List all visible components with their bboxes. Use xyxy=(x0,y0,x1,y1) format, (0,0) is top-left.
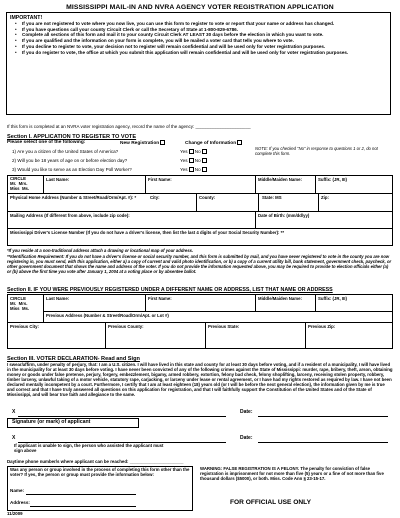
helper-date-line[interactable] xyxy=(258,442,388,443)
section3-heading: Section III. VOTER DECLARATION- Read and Sign xyxy=(7,356,140,362)
important-item: • If you are qualified and the information on your form is complete, you will be mailed a voter card that tells you where to vote. xyxy=(22,38,387,44)
section2-heading: Section II. IF YOU WERE PREVIOUSLY REGISTERED UNDER A DIFFERENT NAME OR ADDRESS, LIST THAT NAME OR ADDRESS xyxy=(7,287,333,293)
date-of-birth-field[interactable]: Date of Birth: (mm/dd/yy) xyxy=(258,213,310,218)
license-number-field[interactable]: Mississippi Driver's License Number (If you do not have a driver's license, then list the last 4 digits of your Social Security Number): ** xyxy=(10,230,285,235)
important-item: • If you do register to vote, the office at which you submit this application will remain confidential and will be used only for voter registration purposes. xyxy=(22,50,387,56)
section1-note: NOTE: If you checked "No" in response to questions 1 or 2, do not complete this form. xyxy=(255,146,378,156)
important-list xyxy=(10,21,387,55)
q1-citizen: 1) Are you a citizen of the United States of America? xyxy=(12,149,119,154)
new-registration-checkbox[interactable] xyxy=(160,140,165,145)
false-registration-warning: WARNING: FALSE REGISTRATION IS A FELONY. The penalty for conviction of false registration is imprisonment for not more than five (5) years or a fine of not more than five thousand dollars ($5000), or both. Miss. Code Ann § 23-15-17. xyxy=(200,466,384,481)
form-revision-date: 11/2009 xyxy=(7,511,23,516)
signature-line[interactable] xyxy=(18,416,226,417)
county-field[interactable]: County: xyxy=(199,195,216,200)
signature-date-line[interactable] xyxy=(258,416,388,417)
assist-question: Was any person or group involved in the process of completing this form other than the voter? If yes, the person or group must provide the information below: xyxy=(10,467,190,477)
change-of-info-option[interactable]: Change of Information xyxy=(185,140,242,146)
middle-name-field[interactable]: Middle/Maiden Name: xyxy=(258,177,302,182)
prev-first-name-field[interactable]: First Name: xyxy=(148,296,172,301)
helper-date-label: Date: xyxy=(240,435,253,441)
prev-state-field[interactable]: Previous State: xyxy=(208,324,240,329)
q2-yes-checkbox[interactable] xyxy=(189,158,194,163)
q3-answers[interactable]: Yes No xyxy=(180,167,207,172)
section1-heading: Section I. APPLICATION TO REGISTER TO VOTE xyxy=(7,134,137,140)
important-item: • If you have questions call your county Circuit Clerk or call the Secretary of State at 1-800-829-6786. xyxy=(22,27,387,33)
change-info-checkbox[interactable] xyxy=(237,140,242,145)
q2-no-checkbox[interactable] xyxy=(202,158,207,163)
prev-address-field[interactable]: Previous Address (Number & Street/Road/Orm/Apt. or Lot #) xyxy=(46,313,169,318)
q1-no-checkbox[interactable] xyxy=(202,149,207,154)
signature-x: X xyxy=(12,409,16,415)
prev-county-field[interactable]: Previous County: xyxy=(108,324,144,329)
important-item: • If you decline to register to vote, your decision not to register will remain confidential and will be used only for voter registration purposes. xyxy=(22,44,387,50)
physical-address-field[interactable]: Physical Home Address (Number & Street/Road/Orm/Apt. #): * xyxy=(10,195,137,200)
prev-zip-field[interactable]: Previous Zip: xyxy=(308,324,336,329)
q3-poll-worker: 3) Would you like to serve as an Election Day Poll Worker? xyxy=(12,167,132,172)
new-registration-option[interactable]: New Registration xyxy=(120,140,165,146)
assist-address-line[interactable] xyxy=(30,506,136,507)
assist-name-label: Name: xyxy=(10,488,25,493)
important-item: • Complete all sections of this form and mail it to your county Circuit Clerk AT LEAST 30 days before the election in which you want to vote. xyxy=(22,32,387,38)
important-heading: IMPORTANT! xyxy=(10,15,43,21)
official-use-label: FOR OFFICIAL USE ONLY xyxy=(230,499,311,506)
important-box xyxy=(6,12,391,115)
footnote-address: *If you reside at a non-traditional address attach a drawing or locational map of your address. xyxy=(7,248,194,253)
q3-yes-checkbox[interactable] xyxy=(189,167,194,172)
first-name-field[interactable]: First Name: xyxy=(148,177,172,182)
prev-last-name-field[interactable]: Last Name: xyxy=(46,296,70,301)
salutation-circle[interactable]: CIRCLE Mr. Mrs. Miss Ms. xyxy=(10,176,30,191)
prev-suffix-field[interactable]: Suffix: (JR, III) xyxy=(318,296,347,301)
prev-salutation-circle[interactable]: CIRCLE Mr. Mrs. Miss Ms. xyxy=(10,296,30,311)
important-item: • If you are not registered to vote where you now live, you can use this form to register to vote or report that your name or address has changed. xyxy=(22,21,387,27)
q2-age: 2) Will you be 18 years of age on or before election day? xyxy=(12,158,128,163)
assist-address-label: Address: xyxy=(10,500,30,505)
nvra-agency-line[interactable]: If this form is completed at an NVRA voter registration agency, record the name of the agency: ______________________ xyxy=(7,124,251,129)
zip-field[interactable]: Zip: xyxy=(321,195,329,200)
voter-declaration-text: I swear/affirm, under penalty of perjury, that: I am a U.S. citizen. I will have lived in this state and county for at least 30 days before voting, and if a resident of a municipality, I will have lived in the municipality for at least 30 days before voting. I have never been convicted of any of the following crimes against the State of Mississippi: murder, rape, bribery, theft, arson, obtaining money or goods under false pretense, perjury, forgery, embezzlement, bigamy, armed robbery, extortion, felony bad check, felony shoplifting, larceny, receiving stolen property, robbery, timber larceny, unlawful taking of a motor vehicle, statutory rape, carjacking, or larceny under lease or rental agreement, or I have had my rights restored as required by law. I have not been declared mentally incompetent by a court. Furthermore, I certify that I am at least eighteen (18) years old (or I will be before the next general election), the information given by me is true and correct and that I have truly answered all questions on this application for registration, and that I will faithfully support the Constitution of the United States and of the State of Mississippi, and will bear true faith and allegiance to the same. xyxy=(7,362,393,398)
footnote-identification: **Identification Requirement: If you do not have a driver's license or social security number, and this form is submitted by mail, and you have never registered to vote in the county you are now registering in, you must send, with this application, either a) a copy of current and valid photo identification, or b) a copy of a current utility bill, bank statement, government check, paycheck, or other government document that shows the name and address of the voter. If you do not provide the information requested above, you may be required to provide to election officials either (a) or (b) above the first time you vote after January 1, 2004 at a voting place or by absentee ballot. xyxy=(7,254,392,274)
q3-no-checkbox[interactable] xyxy=(202,167,207,172)
helper-signature-x: X xyxy=(12,435,16,441)
signature-label: Signature (or mark) of applicant xyxy=(12,419,91,425)
q2-answers[interactable]: Yes No xyxy=(180,158,207,163)
q1-yes-checkbox[interactable] xyxy=(189,149,194,154)
state-field[interactable]: State: MS xyxy=(262,195,282,200)
mailing-address-field[interactable]: Mailing Address (If different from above, include zip code): xyxy=(10,213,130,218)
prev-city-field[interactable]: Previous City: xyxy=(10,324,39,329)
q1-answers[interactable]: Yes No xyxy=(180,149,207,154)
form-title: MISSISSIPPI MAIL-IN AND NVRA AGENCY VOTER REGISTRATION APPLICATION xyxy=(66,4,334,11)
last-name-field[interactable]: Last Name: xyxy=(46,177,70,182)
prev-middle-name-field[interactable]: Middle/Maiden Name: xyxy=(258,296,302,301)
helper-note: If applicant is unable to sign, the person who assisted the applicant must sign above xyxy=(14,443,164,453)
signature-date-label: Date: xyxy=(240,409,253,415)
assist-name-line[interactable] xyxy=(26,494,136,495)
suffix-field[interactable]: Suffix: (JR, III) xyxy=(318,177,347,182)
daytime-phone-field[interactable]: Daytime phone number/s where applicant can be reached: ______________________ xyxy=(7,459,184,464)
city-field[interactable]: City: xyxy=(150,195,160,200)
select-prompt: Please select one of the following: xyxy=(7,140,86,145)
